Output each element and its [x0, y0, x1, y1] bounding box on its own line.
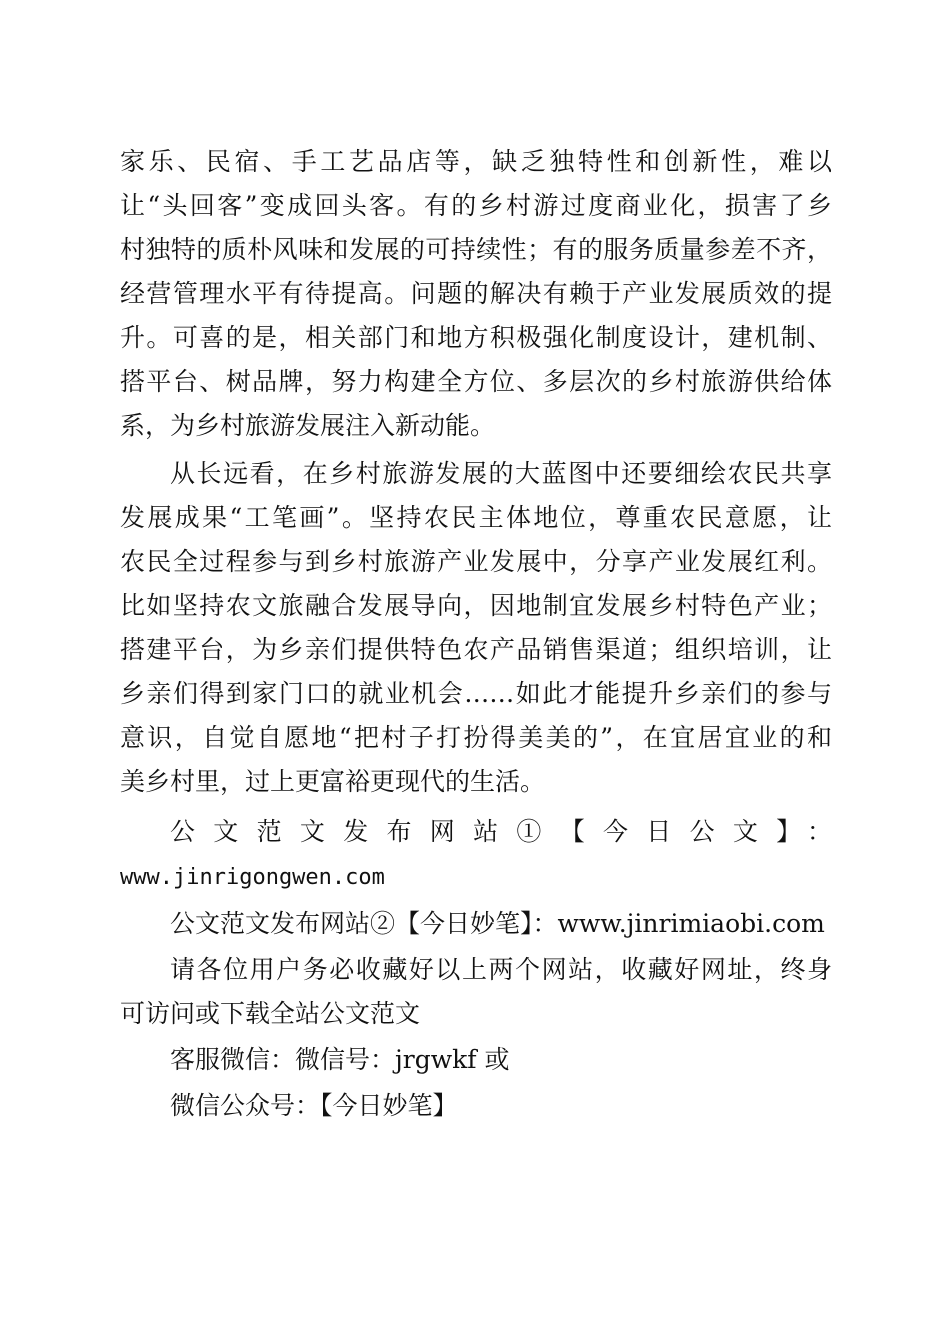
paragraph-2-line-4: 比如坚持农文旅融合发展导向，因地制宜发展乡村特色产业； [120, 591, 832, 620]
paragraph-1-line-3: 村独特的质朴风味和发展的可持续性；有的服务质量参差不齐， [120, 235, 832, 264]
footer-wechat-service: 客服微信：微信号：jrgwkf 或 [170, 1045, 510, 1074]
paragraph-2-line-6: 乡亲们得到家门口的就业机会……如此才能提升乡亲们的参与 [120, 679, 832, 708]
paragraph-1-line-4: 经营管理水平有待提高。问题的解决有赖于产业发展质效的提 [120, 279, 832, 308]
paragraph-2-line-2: 发展成果“工笔画”。坚持农民主体地位，尊重农民意愿，让 [120, 503, 832, 532]
paragraph-2-line-1: 从长远看，在乡村旅游发展的大蓝图中还要细绘农民共享 [170, 459, 832, 488]
paragraph-1-line-6: 搭平台、树品牌，努力构建全方位、多层次的乡村旅游供给体 [120, 367, 832, 396]
paragraph-2-line-7: 意识，自觉自愿地“把村子打扮得美美的”，在宜居宜业的和 [120, 723, 832, 752]
paragraph-2-line-3: 农民全过程参与到乡村旅游产业发展中，分享产业发展红利。 [120, 547, 832, 576]
paragraph-1-line-7: 系，为乡村旅游发展注入新动能。 [120, 411, 496, 440]
footer-notice-line-1: 请各位用户务必收藏好以上两个网站，收藏好网址，终身 [170, 955, 832, 984]
paragraph-2-line-5: 搭建平台，为乡亲们提供特色农产品销售渠道；组织培训，让 [120, 635, 832, 664]
paragraph-1-line-2: 让“头回客”变成回头客。有的乡村游过度商业化，损害了乡 [120, 191, 832, 220]
footer-site1-url[interactable]: www.jinrigongwen.com [120, 865, 385, 890]
footer-notice-line-2: 可访问或下载全站公文范文 [120, 999, 421, 1028]
footer-site1-label: 公文范文发布网站①【今日公文】： [170, 817, 832, 846]
paragraph-1-line-5: 升。可喜的是，相关部门和地方积极强化制度设计，建机制、 [120, 323, 832, 352]
paragraph-1-line-1: 家乐、民宿、手工艺品店等，缺乏独特性和创新性，难以 [120, 147, 832, 176]
paragraph-2-line-8: 美乡村里，过上更富裕更现代的生活。 [120, 767, 546, 796]
footer-wechat-official: 微信公众号：【今日妙笔】 [170, 1091, 458, 1120]
footer-site2-line[interactable]: 公文范文发布网站②【今日妙笔】：www.jinrimiaobi.com [170, 909, 825, 938]
